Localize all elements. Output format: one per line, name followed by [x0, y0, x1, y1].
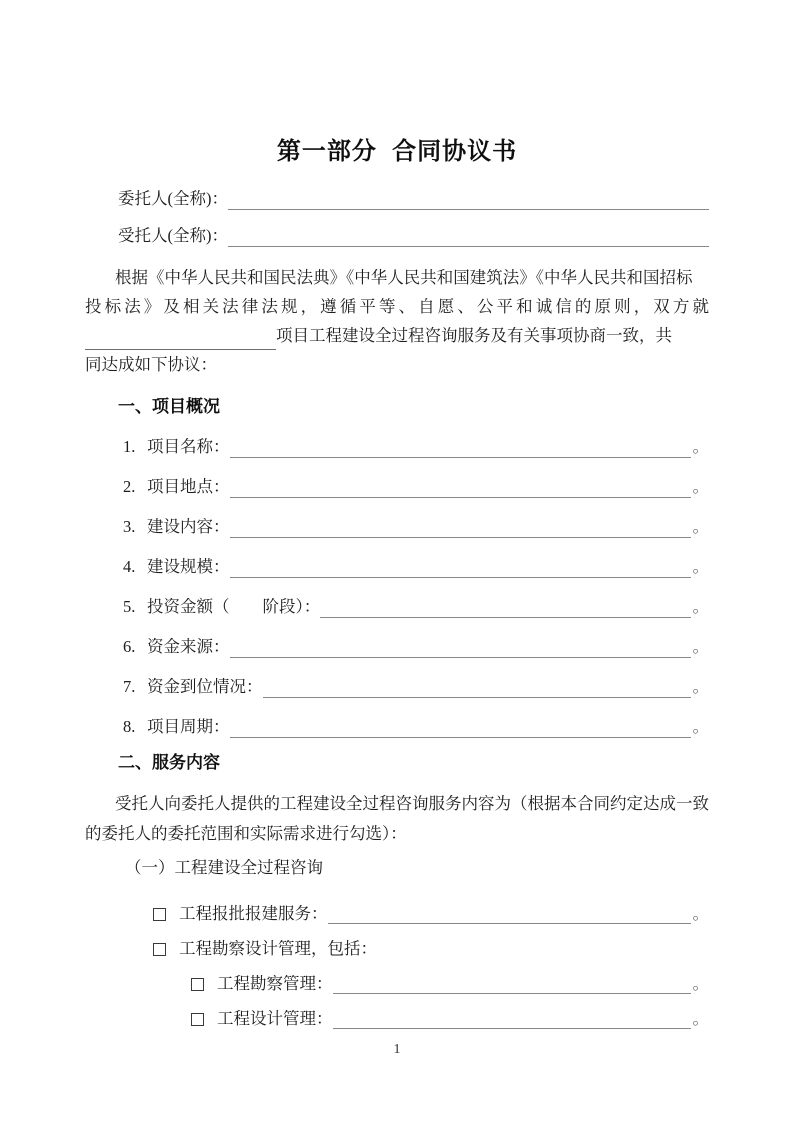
construction-scale-blank[interactable]	[230, 557, 691, 578]
project-duration-blank[interactable]	[230, 717, 691, 738]
period-mark: 。	[692, 974, 709, 993]
item-number: 1.	[123, 437, 136, 456]
subsection-heading-full-process-consulting: （一）工程建设全过程咨询	[125, 858, 323, 877]
overview-item-funding-availability	[85, 676, 709, 698]
period-mark: 。	[692, 717, 709, 736]
item-label: 资金到位情况：	[147, 677, 263, 696]
project-name-blank[interactable]	[230, 437, 691, 458]
period-mark: 。	[692, 597, 709, 616]
agent-name-field	[85, 225, 709, 247]
agent-name-label: 受托人(全称)：	[118, 226, 228, 245]
item-label: 建设规模：	[147, 557, 230, 576]
overview-item-project-name	[85, 436, 709, 458]
checkbox-label: 工程设计管理：	[217, 1009, 333, 1028]
overview-item-investment-amount	[85, 596, 709, 618]
legal-clause-paragraph	[85, 263, 709, 379]
item-number: 2.	[123, 477, 136, 496]
agent-name-blank[interactable]	[228, 226, 709, 247]
legal-clause-line3-text: 项目工程建设全过程咨询服务及有关事项协商一致，共	[276, 326, 672, 345]
service-intro-line2: 的委托人的委托范围和实际需求进行勾选）：	[85, 824, 407, 843]
investment-amount-blank[interactable]	[320, 597, 690, 618]
checkbox-label: 工程报批报建服务：	[179, 904, 328, 923]
period-mark: 。	[692, 557, 709, 576]
section-heading-service-content: 二、服务内容	[118, 753, 220, 772]
checkbox-icon[interactable]	[153, 943, 166, 956]
project-location-blank[interactable]	[230, 477, 691, 498]
checkbox-row-survey-design-management	[85, 938, 709, 959]
overview-item-project-duration	[85, 716, 709, 738]
section-heading-project-overview: 一、项目概况	[118, 397, 220, 416]
legal-clause-line3	[85, 321, 709, 350]
design-management-blank[interactable]	[333, 1008, 691, 1029]
item-label: 项目地点：	[147, 477, 230, 496]
document-title: 第一部分 合同协议书	[276, 138, 518, 165]
overview-item-funding-source	[85, 636, 709, 658]
item-number: 6.	[123, 637, 136, 656]
client-name-blank[interactable]	[228, 189, 709, 210]
survey-management-blank[interactable]	[333, 973, 691, 994]
checkbox-row-survey-management	[85, 973, 709, 994]
service-intro-line1: 受托人向委托人提供的工程建设全过程咨询服务内容为（根据本合同约定达成一致	[115, 794, 709, 813]
item-label: 项目名称：	[147, 437, 230, 456]
item-label: 资金来源：	[147, 637, 230, 656]
period-mark: 。	[692, 677, 709, 696]
period-mark: 。	[692, 1009, 709, 1028]
client-name-label: 委托人(全称)：	[118, 189, 228, 208]
item-number: 5.	[123, 597, 136, 616]
checkbox-icon[interactable]	[191, 1013, 204, 1026]
overview-item-construction-content	[85, 516, 709, 538]
service-intro-paragraph	[85, 789, 709, 849]
item-number: 3.	[123, 517, 136, 536]
item-label: 投资金额（ 阶段）：	[147, 597, 321, 616]
period-mark: 。	[692, 437, 709, 456]
construction-content-blank[interactable]	[230, 517, 691, 538]
period-mark: 。	[692, 637, 709, 656]
funding-availability-blank[interactable]	[263, 677, 691, 698]
legal-clause-line1: 根据《中华人民共和国民法典》《中华人民共和国建筑法》《中华人民共和国招标	[115, 268, 693, 287]
item-label: 项目周期：	[147, 717, 230, 736]
checkbox-icon[interactable]	[153, 908, 166, 921]
period-mark: 。	[692, 904, 709, 923]
checkbox-row-design-management	[85, 1008, 709, 1029]
item-label: 建设内容：	[147, 517, 230, 536]
legal-clause-line4: 同达成如下协议：	[85, 355, 217, 374]
checkbox-label: 工程勘察设计管理，包括：	[179, 939, 377, 958]
legal-clause-line2: 投标法》及相关法律法规，遵循平等、自愿、公平和诚信的原则，双方就	[85, 297, 709, 316]
client-name-field	[85, 188, 709, 210]
funding-source-blank[interactable]	[230, 637, 691, 658]
period-mark: 。	[692, 477, 709, 496]
page-number: 1	[393, 1042, 401, 1057]
item-number: 4.	[123, 557, 136, 576]
item-number: 8.	[123, 717, 136, 736]
item-number: 7.	[123, 677, 136, 696]
checkbox-row-approval-service	[85, 903, 709, 924]
period-mark: 。	[692, 517, 709, 536]
project-name-inline-blank[interactable]	[85, 329, 276, 350]
approval-service-blank[interactable]	[328, 903, 691, 924]
overview-item-project-location	[85, 476, 709, 498]
checkbox-label: 工程勘察管理：	[217, 974, 333, 993]
checkbox-icon[interactable]	[191, 978, 204, 991]
overview-item-construction-scale	[85, 556, 709, 578]
